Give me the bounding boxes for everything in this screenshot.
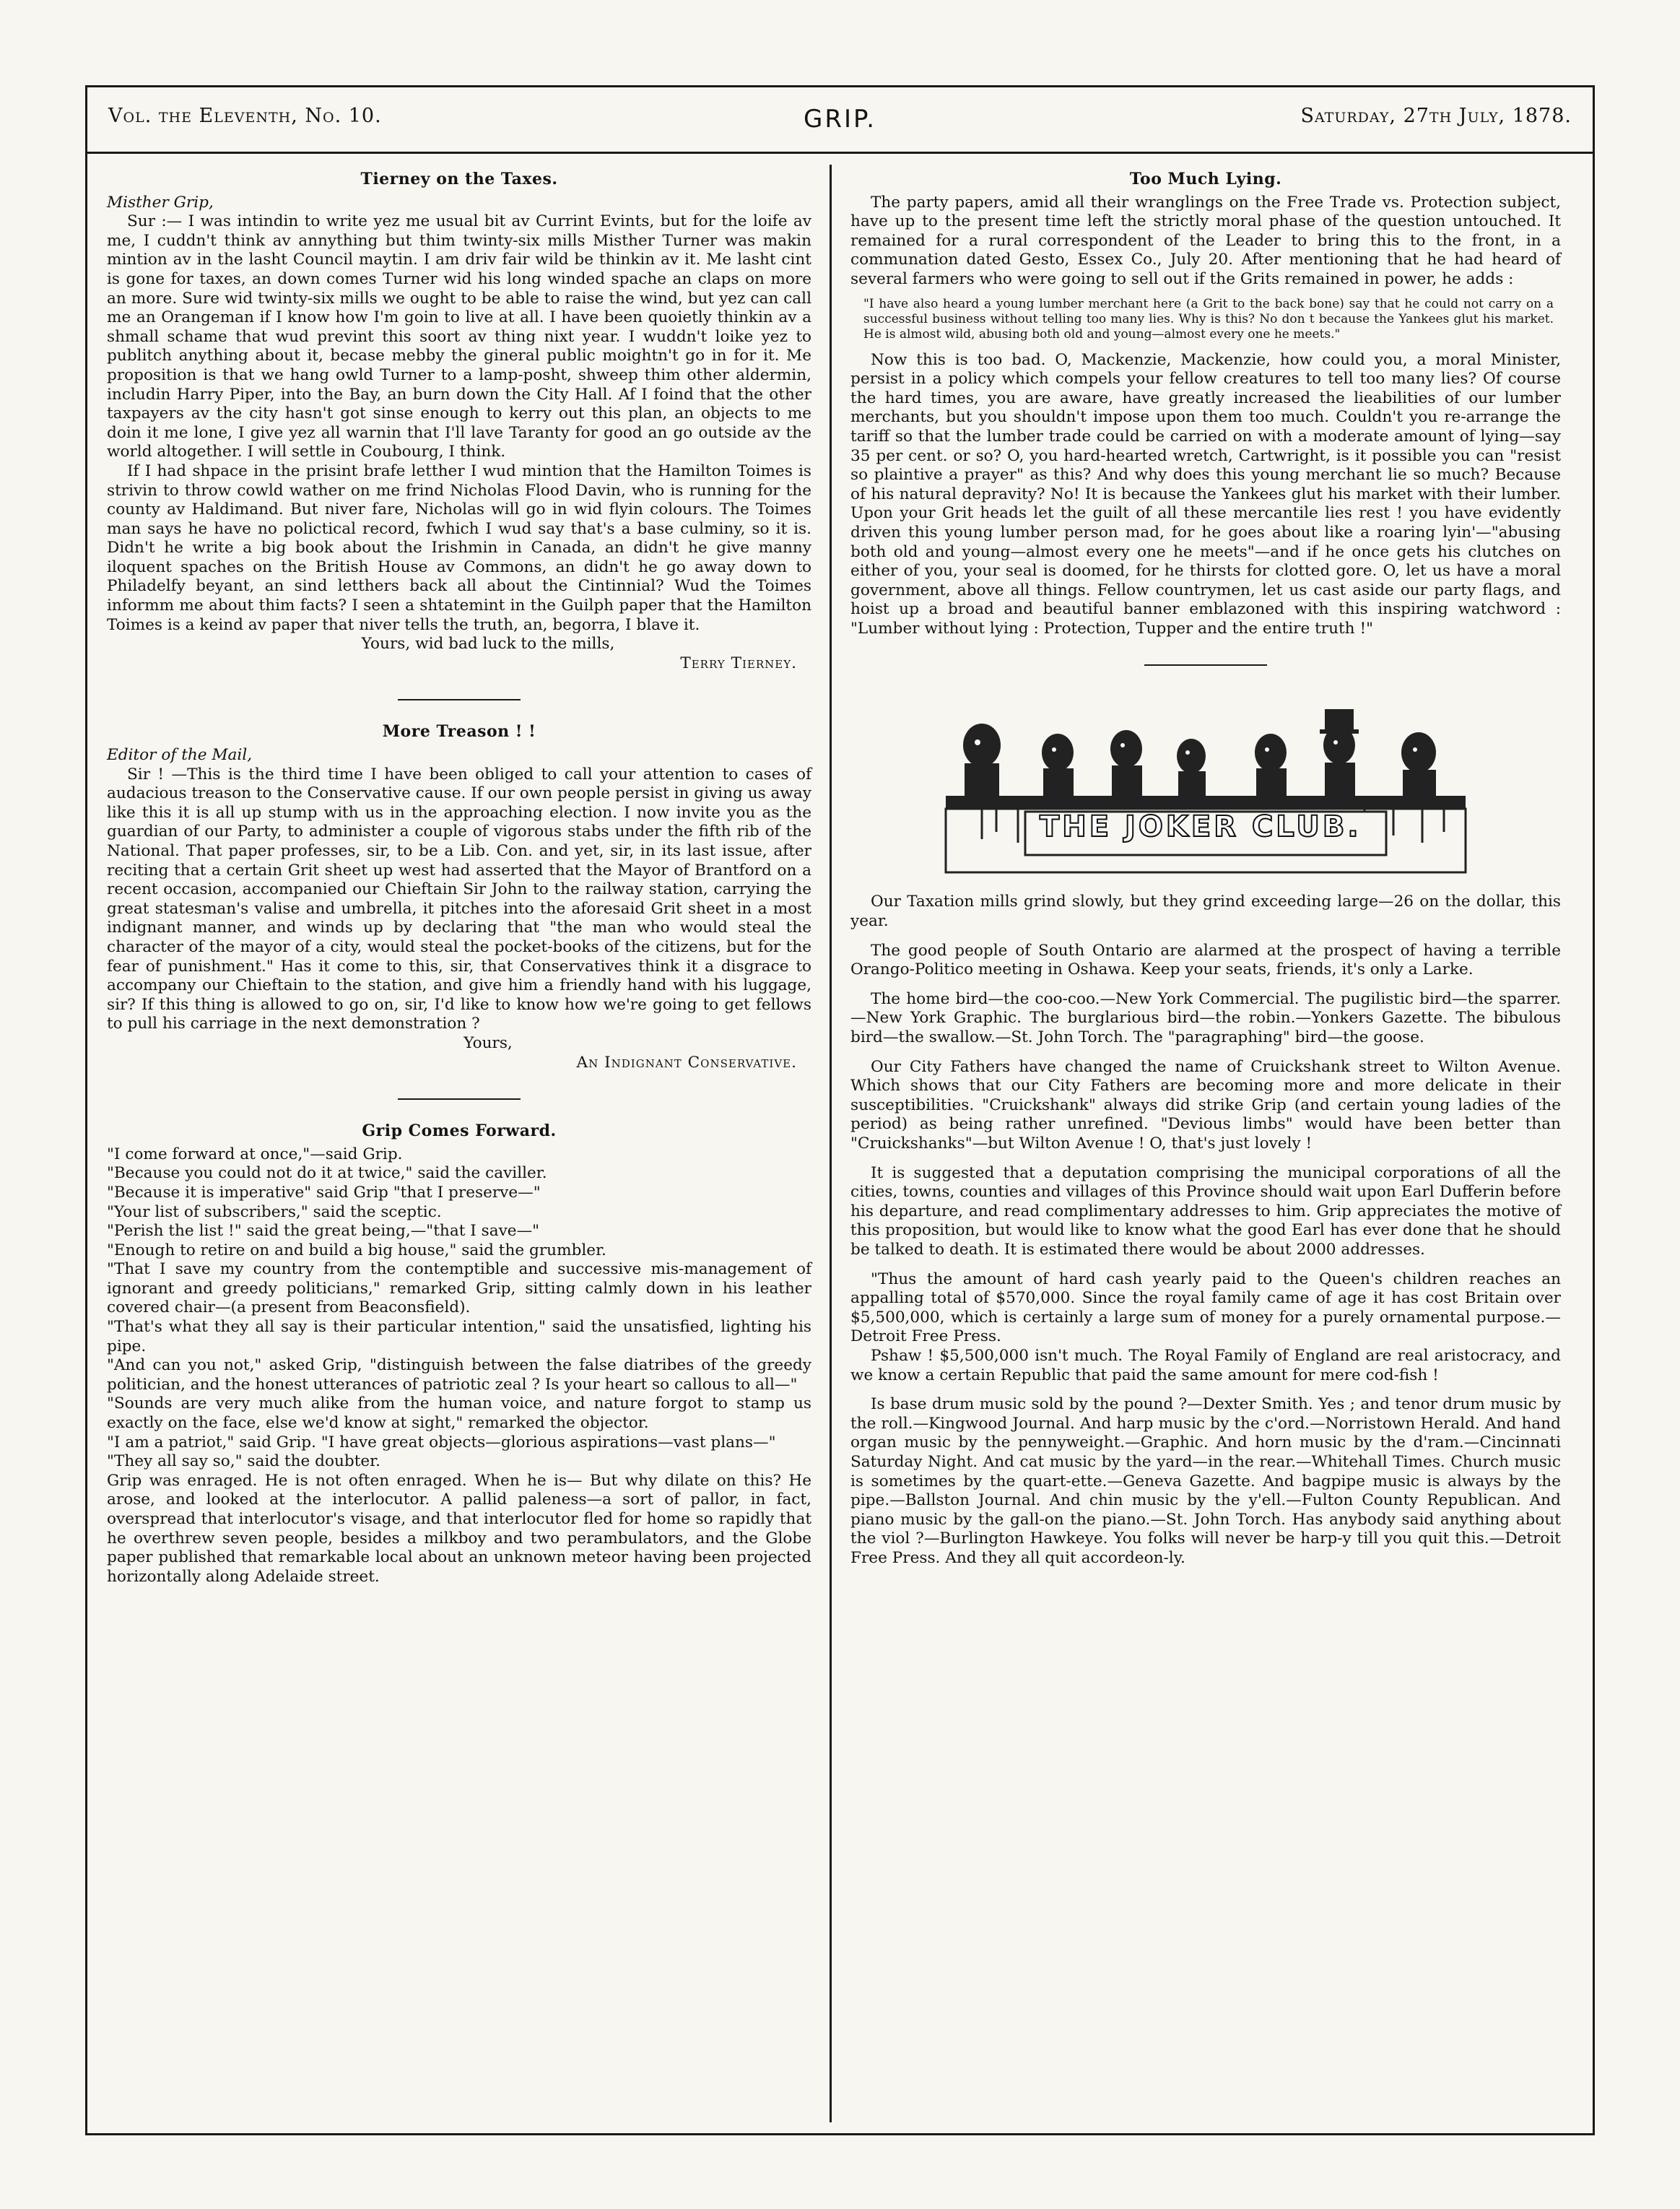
article-title: Tierney on the Taxes. [360,170,558,188]
dialog-line: "Sounds are very much alike from the human voice, and nature forgot to stamp us exactly on the face, else we'd know at sight," remarked the objector. [107,1394,811,1433]
paragraph: Now this is too bad. O, Mackenzie, Mackenzie, how could you, a moral Minister, persist in a policy which compels your fellow creatures to tell too many lies? Of course the hard times, you are aware, have greatly increased the lieabilities of our lumber merchants, but you shouldn't impose upon them too much. Couldn't you re-arrange the tariff so that the lumber trade could be carried on with a moderate amount of lying—say 35 per cent. or so? O, you hard-hearted wretch, Cartwright, is it possible you can "resist so plaintive a prayer" as this? And why does this young merchant lie so much? Because of his natural depravity? No! It is because the Yankees glut his market with their lumber. Upon your Grit heads let the guilt of all these mercantile lies rest ! you have evidently driven this young lumber person mad, for he goes about like a roaring lyin'—"abusing both old and young—almost every one he meets"—and if he once gets his clutches on either of you, your seal is doomed, for he thirsts for clotted gore. O, let us have a moral government, above all things. Fellow countrymen, let us cast aside our party flags, and hoist up a broad and beautiful banner emblazoned with this inspiring watchword : "Lumber without lying : Protection, Tupper and the entire truth !" [850,350,1561,638]
volume-number: Vol. the Eleventh, No. 10. [108,105,382,127]
joke-item: The good people of South Ontario are alarmed at the prospect of having a terrible Orango-Politico meeting in Oshawa. Keep your seats, friends, it's only a Larke. [850,941,1561,979]
dialog-line: Grip was enraged. He is not often enraged. When he is— But why dilate on this? He arose, and looked at the interlocutor. A pallid paleness—a sort of pallor, in fact, overspread that interlocutor's visage, and that interlocutor fled for home so rapidly that he overthrew seven people, besides a milkboy and two perambulators, and the Globe paper published that remarkable local about an unknown meteor having been projected horizontally along Adelaide street. [107,1471,811,1586]
article-lying [850,170,1561,638]
article-title: More Treason ! ! [382,722,536,742]
dialog-line: "Because you could not do it at twice," said the caviller. [107,1164,547,1183]
dialog-line: "Perish the list !" said the great being,—"that I save—" [107,1222,540,1241]
article-title: Too Much Lying. [1129,170,1282,188]
salutation: Misther Grip, [107,193,214,212]
joke-item: Our City Fathers have changed the name of Cruickshank street to Wilton Avenue. Which shows that our City Fathers are becoming more and more delicate in their susceptibilities. "Cruickshank" always did strike Grip (and certain young ladies of the period) as being rather unrefined. "Devious limbs" would have been better than "Cruickshanks"—but Wilton Avenue ! O, that's just lovely ! [850,1057,1561,1153]
column-divider [830,165,832,2122]
issue-date: Saturday, 27th July, 1878. [1300,105,1572,127]
section-divider [398,699,521,700]
article-treason [107,722,811,1072]
article-title: Grip Comes Forward. [362,1121,557,1141]
dialog-line: "Your list of subscribers," said the sceptic. [107,1202,442,1221]
paragraph: If I had shpace in the prisint brafe letther I wud mintion that the Hamilton Toimes is strivin to throw cowld wather on me frind Nicholas Flood Davin, who is running for the county av Haldimand. But niver fare, Nicholas will go in wid flyin colours. The Toimes man says he have no polictical record, fwhich I wud say that's a base culminy, so it is. Didn't he write a big book about the Irishmin in Canada, an didn't he give manny iloquent spaches on the British House av Commons, an didn't he go away down to Philadelfy beyant, an sind letthers back all about the Cintinnial? Wud the Toimes informm me about thim facts? I seen a shtatemint in the Guilph paper that the Hamilton Toimes is a keind av paper that niver tells the truth, an, begorra, I blave it. [107,461,811,634]
joke-item: Our Taxation mills grind slowly, but they grind exceeding large—26 on the dollar, this year. [850,893,1561,931]
joke-item: "Thus the amount of hard cash yearly paid to the Queen's children reaches an appalling total of $570,000. Since the royal family came of age it has cost Britain over $5,500,000, which is certainly a large sum of money for a purely ornamental purpose.—Detroit Free Press. [850,1270,1561,1346]
joke-item: Pshaw ! $5,500,000 isn't much. The Royal Family of England are real aristocracy, and we know a certain Republic that paid the same amount for mere cod-fish ! [850,1346,1561,1384]
dialog-line: "I am a patriot," said Grip. "I have great objects—glorious aspirations—vast plans—" [107,1433,776,1451]
right-column [850,170,1561,1578]
bottom-rule [85,2133,1595,2135]
section-divider [1144,664,1267,666]
joker-club-illustration [931,687,1480,874]
joker-club-title: THE JOKER CLUB. [1040,810,1362,844]
block-quote [850,297,1561,342]
top-rule [85,85,1595,87]
joke-item: Is base drum music sold by the pound ?—Dexter Smith. Yes ; and tenor drum music by the roll.—Kingwood Journal. And harp music by the c'ord.—Norristown Herald. And hand organ music by the pennyweight.—Graphic. And horn music by the d'ram.—Cincinnati Saturday Night. And cat music by the yard—in the rear.—Whitehall Times. Church music is sometimes by the quart-ette.—Geneva Gazette. And bagpipe music is always by the pipe.—Ballston Journal. And chin music by the y'ell.—Fulton County Republican. And piano music by the gall-on the piano.—St. John Torch. Has anybody said anything about the viol ?—Burlington Hawkeye. You folks will never be harp-y till you quit this.—Detroit Free Press. And they all quit accordeon-ly. [850,1395,1561,1567]
dialog-line: "Enough to retire on and build a big house," said the grumbler. [107,1241,606,1259]
paragraph: Sur :— I was intindin to write yez me usual bit av Currint Evints, but for the loife av me, I cuddn't think av annything but thim twinty-six mills Misther Turner was makin mintion av in the lasht Council maytin. I am driv fair wild be thinkin av it. Me lasht cint is gone for taxes, an down comes Turner wid his long winded spache an claps on more an more. Sure wid twinty-six mills we ought to be able to raise the wind, but yez can call me an Orangeman if I know how I'm goin to live at all. I have been quoietly thinkin av a shmall schame that wud prevint this soort av thing nixt year. I wuddn't loike yez to publitch anything about it, becase mebby the gineral public moightn't go in for it. Me proposition is that we hang owld Turner to a lamp-posht, shweep thim other aldermin, includin Harry Piper, into the Bay, an burn down the City Hall. Af I foind that the other taxpayers av the city hasn't got sinse enough to kerry out this plan, an objects to me doin it me lone, I give yez all warnin that I'll lave Taranty for good an go outside av the world altogether. I will settle in Coubourg, I think. [107,212,811,461]
closing: Yours, wid bad luck to the mills, [361,635,615,654]
article-grip [107,1121,811,1587]
left-column [107,170,811,1587]
joke-item: The home bird—the coo-coo.—New York Commercial. The pugilistic bird—the sparrer.—New York Graphic. The burglarious bird—the robin.—Yonkers Gazette. The bibulous bird—the swallow.—St. John Torch. The "paragraphing" bird—the goose. [850,989,1561,1047]
signature: An Indignant Conservative. [576,1053,797,1072]
paragraph: The party papers, amid all their wranglings on the Free Trade vs. Protection subject, have up to the present time left the strictly moral phase of the question untouched. It remained for a rural correspondent of the Leader to bring this to the front, in a communation dated Gesto, Essex Co., July 20. After mentioning that he had heard of several farmers who were going to sell out if the Grits remained in power, he adds : [850,193,1561,288]
signature: Terry Tierney. [680,654,797,672]
header-rule [85,152,1595,154]
article-tierney [107,170,811,673]
paragraph: Sir ! —This is the third time I have been obliged to call your attention to cases of audacious treason to the Conservative cause. If our own people persist in giving us away like this it is all up stump with us in the approaching election. I now invite you as the guardian of our Party, to administer a couple of vigorous stabs under the fifth rib of the National. That paper professes, sir, to be a Lib. Con. and yet, sir, in its last issue, after reciting that a certain Grit sheet up west had asserted that the Mayor of Brantford on a recent occasion, accompanied our Chieftain Sir John to the railway station, carrying the great statesman's valise and umbrella, it pitches into the aforesaid Grit sheet in a most indignant manner, and winds up by declaring that "the man who would steal the character of the mayor of a city, would steal the pocket-books of the citizens, but for the fear of punishment." Has it come to this, sir, that Conservatives think it a disgrace to accompany our Chieftain to the station, and give him a friendly hand with his luggage, sir? If this thing is allowed to go on, sir, I'd like to know how we're going to get fellows to pull his carriage in the next demonstration ? [107,765,811,1033]
joker-items [850,893,1561,1568]
joke-item: It is suggested that a deputation comprising the municipal corporations of all the cities, towns, counties and villages of this Province should wait upon Earl Dufferin before his departure, and read complimentary addresses to him. Grip appreciates the motive of this proposition, but would like to know what the good Earl has ever done that he should be talked to death. It is estimated there would be about 2000 addresses. [850,1163,1561,1259]
salutation: Editor of the Mail, [107,746,253,765]
dialog-line: "I come forward at once,"—said Grip. [107,1145,403,1163]
closing: Yours, [463,1033,513,1052]
joker-club-artwork [931,687,1480,874]
paper-title: GRIP. [803,105,876,134]
quote-text: "I have also heard a young lumber merchant here (a Grit to the back bone) say that he could not carry on a successful business without telling too many lies. Why is this? No don t because the Yankees glut his market. He is almost wild, abusing both old and young—almost every one he meets." [863,296,1554,342]
dialog-line: "They all say so," said the doubter. [107,1452,380,1471]
section-divider [398,1098,521,1100]
dialog-line: "Because it is imperative" said Grip "that I preserve—" [107,1183,541,1202]
dialog-line: "That's what they all say is their particular intention," said the unsatisfied, lighting his pipe. [107,1318,811,1355]
masthead [108,105,1572,141]
dialog-line: "And can you not," asked Grip, "distinguish between the false diatribes of the greedy politician, and the honest utterances of patriotic zeal ? Is your heart so callous to all—" [107,1356,811,1394]
dialog-line: "That I save my country from the contemptible and successive mis-management of ignorant and greedy politicians," remarked Grip, sitting calmly down in his leather covered chair—(a present from Beaconsfield). [107,1260,811,1317]
